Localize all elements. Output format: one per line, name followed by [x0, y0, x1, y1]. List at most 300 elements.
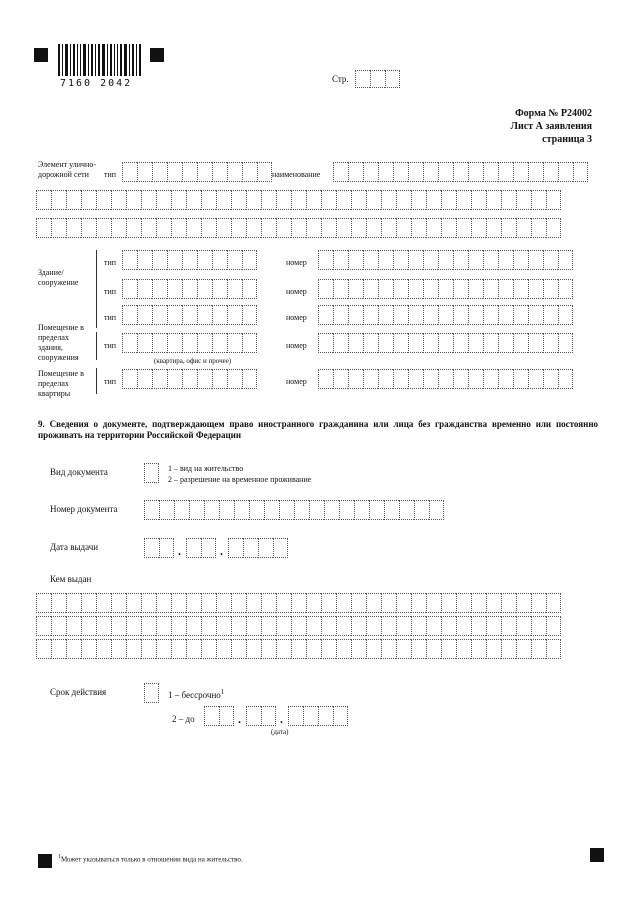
input-cell[interactable]: [306, 190, 321, 210]
input-cell[interactable]: [453, 305, 468, 325]
input-cell[interactable]: [381, 593, 396, 613]
input-cell[interactable]: [126, 218, 141, 238]
input-cell[interactable]: [423, 279, 438, 299]
input-cell[interactable]: [528, 305, 543, 325]
input-cell[interactable]: [528, 333, 543, 353]
input-cell[interactable]: [182, 162, 197, 182]
input-cell[interactable]: [336, 616, 351, 636]
input-cell[interactable]: [486, 190, 501, 210]
input-cell[interactable]: [351, 616, 366, 636]
input-cell[interactable]: [483, 333, 498, 353]
input-cell[interactable]: [264, 500, 279, 520]
input-cell[interactable]: [182, 369, 197, 389]
input-cell[interactable]: [318, 305, 333, 325]
issued-by-field-row1[interactable]: [36, 593, 561, 613]
building-type-field[interactable]: [122, 279, 257, 299]
input-cell[interactable]: [333, 333, 348, 353]
input-cell[interactable]: [197, 369, 212, 389]
input-cell[interactable]: [321, 593, 336, 613]
input-cell[interactable]: [137, 369, 152, 389]
building-number-field[interactable]: [318, 279, 573, 299]
input-cell[interactable]: [513, 333, 528, 353]
input-cell[interactable]: [111, 218, 126, 238]
input-cell[interactable]: [378, 279, 393, 299]
input-cell[interactable]: [516, 218, 531, 238]
input-cell[interactable]: [152, 369, 167, 389]
input-cell[interactable]: [546, 190, 561, 210]
input-cell[interactable]: [216, 593, 231, 613]
input-cell[interactable]: [66, 218, 81, 238]
input-cell[interactable]: [318, 279, 333, 299]
input-cell[interactable]: [36, 639, 51, 659]
input-cell[interactable]: [227, 305, 242, 325]
input-cell[interactable]: [498, 162, 513, 182]
issue-day-field[interactable]: [144, 538, 174, 558]
input-cell[interactable]: [111, 639, 126, 659]
doc-type-field[interactable]: [144, 463, 159, 483]
input-cell[interactable]: [144, 500, 159, 520]
input-cell[interactable]: [66, 190, 81, 210]
input-cell[interactable]: [306, 616, 321, 636]
input-cell[interactable]: [423, 333, 438, 353]
input-cell[interactable]: [348, 279, 363, 299]
input-cell[interactable]: [468, 305, 483, 325]
input-cell[interactable]: [426, 616, 441, 636]
input-cell[interactable]: [291, 639, 306, 659]
input-cell[interactable]: [306, 593, 321, 613]
input-cell[interactable]: [261, 639, 276, 659]
input-cell[interactable]: [171, 616, 186, 636]
street-name-field[interactable]: [333, 162, 588, 182]
input-cell[interactable]: [234, 500, 249, 520]
input-cell[interactable]: [186, 218, 201, 238]
input-cell[interactable]: [348, 369, 363, 389]
input-cell[interactable]: [393, 369, 408, 389]
input-cell[interactable]: [348, 333, 363, 353]
input-cell[interactable]: [152, 162, 167, 182]
input-cell[interactable]: [261, 190, 276, 210]
input-cell[interactable]: [384, 500, 399, 520]
input-cell[interactable]: [348, 305, 363, 325]
input-cell[interactable]: [141, 218, 156, 238]
input-cell[interactable]: [483, 305, 498, 325]
input-cell[interactable]: [486, 639, 501, 659]
input-cell[interactable]: [456, 616, 471, 636]
premises-number-field[interactable]: [318, 333, 573, 353]
input-cell[interactable]: [261, 218, 276, 238]
input-cell[interactable]: [453, 279, 468, 299]
input-cell[interactable]: [212, 279, 227, 299]
input-cell[interactable]: [182, 305, 197, 325]
input-cell[interactable]: [51, 190, 66, 210]
input-cell[interactable]: [438, 333, 453, 353]
input-cell[interactable]: [351, 190, 366, 210]
input-cell[interactable]: [231, 639, 246, 659]
input-cell[interactable]: [351, 639, 366, 659]
input-cell[interactable]: [122, 305, 137, 325]
input-cell[interactable]: [318, 250, 333, 270]
input-cell[interactable]: [171, 593, 186, 613]
input-cell[interactable]: [573, 162, 588, 182]
input-cell[interactable]: [411, 190, 426, 210]
input-cell[interactable]: [261, 593, 276, 613]
input-cell[interactable]: [156, 190, 171, 210]
input-cell[interactable]: [513, 162, 528, 182]
input-cell[interactable]: [324, 500, 339, 520]
input-cell[interactable]: [321, 639, 336, 659]
input-cell[interactable]: [336, 593, 351, 613]
input-cell[interactable]: [276, 616, 291, 636]
input-cell[interactable]: [498, 279, 513, 299]
input-cell[interactable]: [246, 218, 261, 238]
input-cell[interactable]: [411, 218, 426, 238]
input-cell[interactable]: [498, 250, 513, 270]
input-cell[interactable]: [426, 190, 441, 210]
input-cell[interactable]: [122, 162, 137, 182]
input-cell[interactable]: [321, 190, 336, 210]
input-cell[interactable]: [201, 190, 216, 210]
input-cell[interactable]: [156, 593, 171, 613]
input-cell[interactable]: [186, 190, 201, 210]
input-cell[interactable]: [171, 218, 186, 238]
input-cell[interactable]: [423, 162, 438, 182]
street-name-field-row3[interactable]: [36, 218, 561, 238]
input-cell[interactable]: [36, 218, 51, 238]
input-cell[interactable]: [126, 190, 141, 210]
input-cell[interactable]: [212, 333, 227, 353]
input-cell[interactable]: [543, 250, 558, 270]
input-cell[interactable]: [212, 369, 227, 389]
input-cell[interactable]: [558, 333, 573, 353]
input-cell[interactable]: [197, 250, 212, 270]
input-cell[interactable]: [516, 616, 531, 636]
validity-year-field[interactable]: [288, 706, 348, 726]
input-cell[interactable]: [216, 639, 231, 659]
input-cell[interactable]: [336, 218, 351, 238]
input-cell[interactable]: [81, 639, 96, 659]
input-cell[interactable]: [393, 250, 408, 270]
input-cell[interactable]: [336, 190, 351, 210]
input-cell[interactable]: [441, 639, 456, 659]
premises-type-field[interactable]: [122, 333, 257, 353]
input-cell[interactable]: [137, 333, 152, 353]
input-cell[interactable]: [471, 190, 486, 210]
input-cell[interactable]: [411, 616, 426, 636]
input-cell[interactable]: [36, 190, 51, 210]
input-cell[interactable]: [261, 616, 276, 636]
input-cell[interactable]: [363, 279, 378, 299]
input-cell[interactable]: [408, 305, 423, 325]
input-cell[interactable]: [516, 639, 531, 659]
input-cell[interactable]: [438, 162, 453, 182]
input-cell[interactable]: [486, 593, 501, 613]
input-cell[interactable]: [456, 593, 471, 613]
input-cell[interactable]: [558, 279, 573, 299]
building-type-field[interactable]: [122, 305, 257, 325]
input-cell[interactable]: [558, 162, 573, 182]
input-cell[interactable]: [441, 218, 456, 238]
street-name-field-row2[interactable]: [36, 190, 561, 210]
input-cell[interactable]: [167, 162, 182, 182]
input-cell[interactable]: [348, 162, 363, 182]
input-cell[interactable]: [369, 500, 384, 520]
input-cell[interactable]: [318, 369, 333, 389]
input-cell[interactable]: [381, 218, 396, 238]
input-cell[interactable]: [453, 162, 468, 182]
input-cell[interactable]: [51, 616, 66, 636]
input-cell[interactable]: [543, 279, 558, 299]
input-cell[interactable]: [171, 639, 186, 659]
input-cell[interactable]: [408, 250, 423, 270]
validity-month-field[interactable]: [246, 706, 276, 726]
input-cell[interactable]: [231, 616, 246, 636]
input-cell[interactable]: [546, 639, 561, 659]
apartment-room-number-field[interactable]: [318, 369, 573, 389]
input-cell[interactable]: [543, 369, 558, 389]
input-cell[interactable]: [156, 616, 171, 636]
input-cell[interactable]: [558, 250, 573, 270]
input-cell[interactable]: [378, 250, 393, 270]
input-cell[interactable]: [378, 162, 393, 182]
input-cell[interactable]: [543, 162, 558, 182]
input-cell[interactable]: [531, 218, 546, 238]
input-cell[interactable]: [471, 616, 486, 636]
input-cell[interactable]: [498, 305, 513, 325]
building-number-field[interactable]: [318, 305, 573, 325]
input-cell[interactable]: [408, 333, 423, 353]
input-cell[interactable]: [333, 162, 348, 182]
input-cell[interactable]: [242, 369, 257, 389]
input-cell[interactable]: [81, 616, 96, 636]
input-cell[interactable]: [471, 639, 486, 659]
input-cell[interactable]: [66, 639, 81, 659]
input-cell[interactable]: [393, 305, 408, 325]
input-cell[interactable]: [558, 369, 573, 389]
input-cell[interactable]: [453, 369, 468, 389]
input-cell[interactable]: [396, 190, 411, 210]
input-cell[interactable]: [411, 593, 426, 613]
validity-day-field[interactable]: [204, 706, 234, 726]
input-cell[interactable]: [396, 639, 411, 659]
input-cell[interactable]: [111, 616, 126, 636]
input-cell[interactable]: [186, 639, 201, 659]
input-cell[interactable]: [351, 218, 366, 238]
input-cell[interactable]: [486, 218, 501, 238]
input-cell[interactable]: [423, 369, 438, 389]
input-cell[interactable]: [96, 639, 111, 659]
input-cell[interactable]: [333, 369, 348, 389]
input-cell[interactable]: [201, 593, 216, 613]
input-cell[interactable]: [242, 250, 257, 270]
input-cell[interactable]: [378, 333, 393, 353]
input-cell[interactable]: [366, 218, 381, 238]
input-cell[interactable]: [182, 279, 197, 299]
input-cell[interactable]: [152, 250, 167, 270]
input-cell[interactable]: [204, 500, 219, 520]
input-cell[interactable]: [453, 250, 468, 270]
input-cell[interactable]: [227, 279, 242, 299]
issue-month-field[interactable]: [186, 538, 216, 558]
input-cell[interactable]: [381, 616, 396, 636]
input-cell[interactable]: [291, 616, 306, 636]
input-cell[interactable]: [276, 190, 291, 210]
input-cell[interactable]: [152, 279, 167, 299]
input-cell[interactable]: [363, 305, 378, 325]
input-cell[interactable]: [81, 190, 96, 210]
input-cell[interactable]: [167, 250, 182, 270]
input-cell[interactable]: [242, 279, 257, 299]
input-cell[interactable]: [126, 639, 141, 659]
input-cell[interactable]: [201, 639, 216, 659]
input-cell[interactable]: [246, 190, 261, 210]
input-cell[interactable]: [276, 639, 291, 659]
page-number-field[interactable]: [355, 70, 400, 88]
input-cell[interactable]: [291, 190, 306, 210]
input-cell[interactable]: [354, 500, 369, 520]
input-cell[interactable]: [381, 190, 396, 210]
input-cell[interactable]: [366, 616, 381, 636]
input-cell[interactable]: [227, 369, 242, 389]
input-cell[interactable]: [242, 333, 257, 353]
input-cell[interactable]: [438, 369, 453, 389]
input-cell[interactable]: [363, 250, 378, 270]
input-cell[interactable]: [122, 369, 137, 389]
input-cell[interactable]: [122, 250, 137, 270]
input-cell[interactable]: [122, 333, 137, 353]
input-cell[interactable]: [167, 369, 182, 389]
input-cell[interactable]: [126, 593, 141, 613]
input-cell[interactable]: [291, 593, 306, 613]
input-cell[interactable]: [197, 279, 212, 299]
input-cell[interactable]: [242, 305, 257, 325]
input-cell[interactable]: [363, 333, 378, 353]
input-cell[interactable]: [426, 593, 441, 613]
input-cell[interactable]: [81, 593, 96, 613]
input-cell[interactable]: [111, 593, 126, 613]
issued-by-field-row3[interactable]: [36, 639, 561, 659]
input-cell[interactable]: [189, 500, 204, 520]
input-cell[interactable]: [471, 218, 486, 238]
input-cell[interactable]: [336, 639, 351, 659]
input-cell[interactable]: [453, 333, 468, 353]
input-cell[interactable]: [378, 369, 393, 389]
input-cell[interactable]: [528, 162, 543, 182]
input-cell[interactable]: [438, 279, 453, 299]
input-cell[interactable]: [137, 162, 152, 182]
input-cell[interactable]: [137, 279, 152, 299]
input-cell[interactable]: [501, 639, 516, 659]
input-cell[interactable]: [528, 279, 543, 299]
input-cell[interactable]: [159, 500, 174, 520]
input-cell[interactable]: [96, 593, 111, 613]
input-cell[interactable]: [456, 218, 471, 238]
input-cell[interactable]: [197, 333, 212, 353]
input-cell[interactable]: [197, 162, 212, 182]
input-cell[interactable]: [219, 500, 234, 520]
input-cell[interactable]: [276, 593, 291, 613]
input-cell[interactable]: [468, 162, 483, 182]
input-cell[interactable]: [141, 190, 156, 210]
input-cell[interactable]: [51, 593, 66, 613]
input-cell[interactable]: [498, 333, 513, 353]
input-cell[interactable]: [126, 616, 141, 636]
input-cell[interactable]: [81, 218, 96, 238]
input-cell[interactable]: [366, 593, 381, 613]
input-cell[interactable]: [366, 639, 381, 659]
input-cell[interactable]: [456, 190, 471, 210]
input-cell[interactable]: [546, 616, 561, 636]
input-cell[interactable]: [501, 190, 516, 210]
input-cell[interactable]: [141, 616, 156, 636]
input-cell[interactable]: [137, 250, 152, 270]
input-cell[interactable]: [339, 500, 354, 520]
building-number-field[interactable]: [318, 250, 573, 270]
input-cell[interactable]: [306, 639, 321, 659]
input-cell[interactable]: [543, 305, 558, 325]
input-cell[interactable]: [486, 616, 501, 636]
input-cell[interactable]: [66, 593, 81, 613]
input-cell[interactable]: [423, 305, 438, 325]
input-cell[interactable]: [468, 250, 483, 270]
input-cell[interactable]: [212, 162, 227, 182]
input-cell[interactable]: [242, 162, 257, 182]
input-cell[interactable]: [246, 593, 261, 613]
input-cell[interactable]: [426, 218, 441, 238]
input-cell[interactable]: [531, 593, 546, 613]
input-cell[interactable]: [294, 500, 309, 520]
input-cell[interactable]: [212, 250, 227, 270]
input-cell[interactable]: [483, 250, 498, 270]
input-cell[interactable]: [513, 305, 528, 325]
input-cell[interactable]: [96, 218, 111, 238]
input-cell[interactable]: [291, 218, 306, 238]
input-cell[interactable]: [423, 250, 438, 270]
issue-year-field[interactable]: [228, 538, 288, 558]
input-cell[interactable]: [186, 593, 201, 613]
input-cell[interactable]: [141, 639, 156, 659]
input-cell[interactable]: [111, 190, 126, 210]
validity-type-field[interactable]: [144, 683, 159, 703]
input-cell[interactable]: [216, 616, 231, 636]
input-cell[interactable]: [186, 616, 201, 636]
input-cell[interactable]: [513, 279, 528, 299]
input-cell[interactable]: [201, 616, 216, 636]
input-cell[interactable]: [438, 305, 453, 325]
input-cell[interactable]: [333, 305, 348, 325]
input-cell[interactable]: [441, 593, 456, 613]
input-cell[interactable]: [257, 162, 272, 182]
input-cell[interactable]: [543, 333, 558, 353]
input-cell[interactable]: [528, 250, 543, 270]
input-cell[interactable]: [468, 369, 483, 389]
input-cell[interactable]: [393, 333, 408, 353]
input-cell[interactable]: [351, 593, 366, 613]
input-cell[interactable]: [408, 279, 423, 299]
input-cell[interactable]: [167, 333, 182, 353]
input-cell[interactable]: [441, 190, 456, 210]
input-cell[interactable]: [306, 218, 321, 238]
input-cell[interactable]: [51, 218, 66, 238]
building-type-field[interactable]: [122, 250, 257, 270]
input-cell[interactable]: [122, 279, 137, 299]
input-cell[interactable]: [414, 500, 429, 520]
input-cell[interactable]: [171, 190, 186, 210]
issued-by-field-row2[interactable]: [36, 616, 561, 636]
input-cell[interactable]: [381, 639, 396, 659]
input-cell[interactable]: [396, 593, 411, 613]
input-cell[interactable]: [363, 162, 378, 182]
input-cell[interactable]: [216, 218, 231, 238]
